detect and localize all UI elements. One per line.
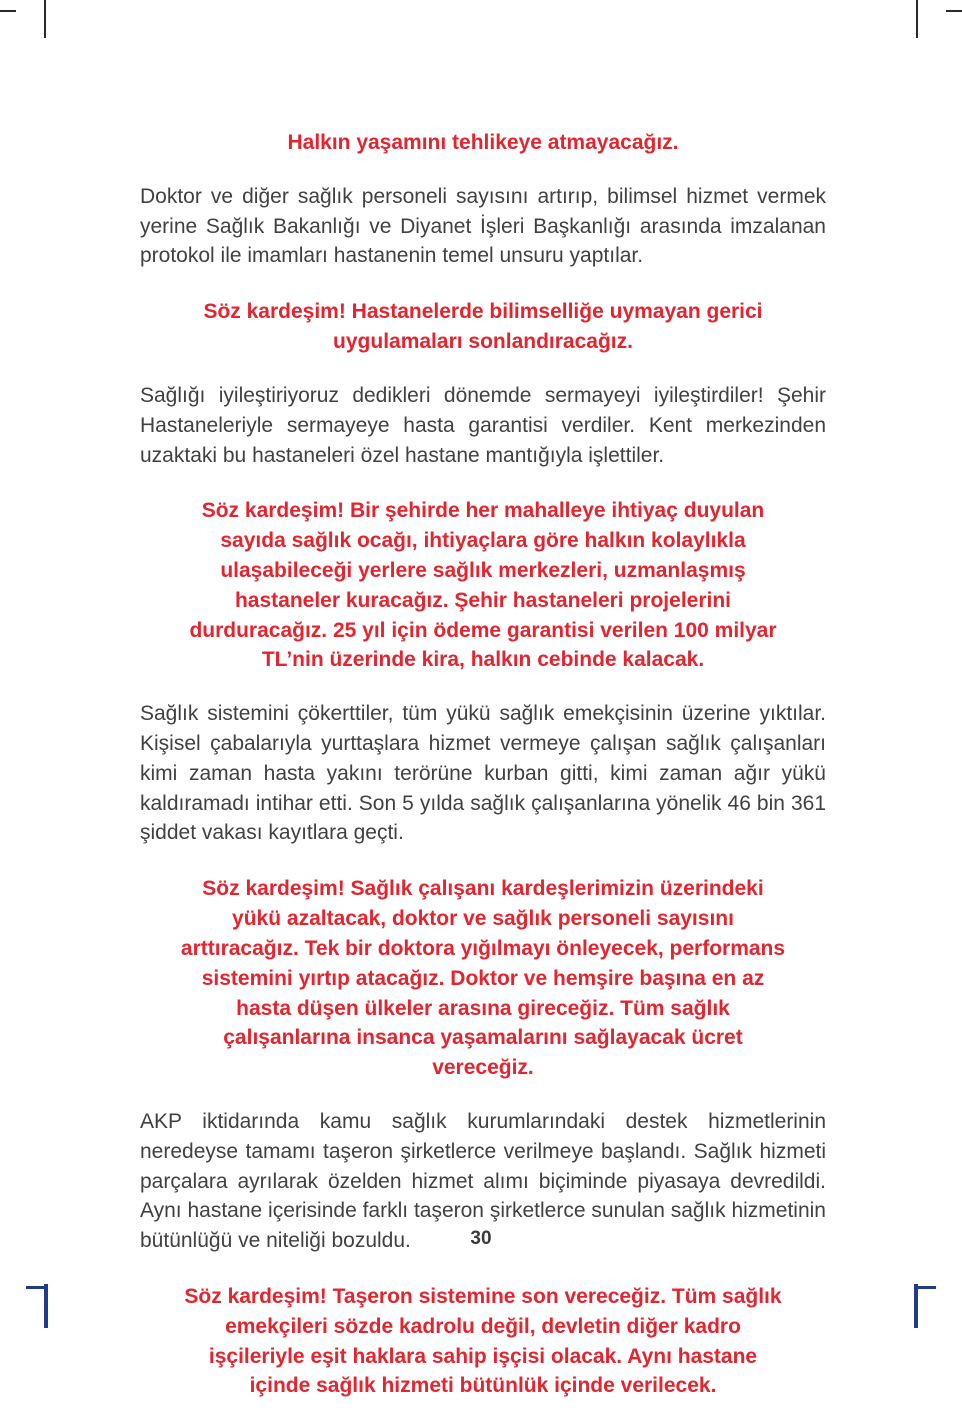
section-heading: Söz kardeşim! Sağlık çalışanı kardeşlerimizin üzerindeki yükü azaltacak, doktor ve sağlık personeli sayısını arttıracağız. Tek bir doktora yığılmayı önleyecek, performans sistemini yırtıp atacağız. Doktor ve hemşire başına en az hasta düşen ülkeler arasına gireceğiz. Tüm sağlık çalışanlarına insanca yaşamalarını sağlayacak ücret vereceğiz. [180, 877, 786, 1080]
crop-mark-top-left-horizontal [0, 10, 16, 12]
section-heading: Söz kardeşim! Bir şehirde her mahalleye ihtiyaç duyulan sayıda sağlık ocağı, ihtiyaçlara göre halkın kolaylıkla ulaşabileceği yerlere sağlık merkezleri, uzmanlaşmış hastaneler kuracağız. Şehir hastaneleri projelerini durduracağız. 25 yıl için ödeme garantisi verilen 100 milyar TL’nin üzerinde kira, halkın cebinde kalacak. [189, 499, 777, 672]
crop-mark-top-right-vertical [916, 0, 918, 38]
section-heading: Söz kardeşim! Taşeron sistemine son vereceğiz. Tüm sağlık emekçileri sözde kadrolu değil, devletin diğer kadro işçileriyle eşit haklara sahip işçisi olacak. Aynı hastane içinde sağlık hizmeti bütünlük içinde verilecek. [184, 1285, 782, 1398]
section-heading: Halkın yaşamını tehlikeye atmayacağız. [287, 131, 679, 154]
paragraph: Sağlık sistemini çökerttiler, tüm yükü sağlık emekçisinin üzerine yıktılar. Kişisel çabalarıyla yurttaşlara hizmet vermeye çalışan sağlık çalışanları kimi zaman hasta yakını terörüne kurban gitti, kimi zaman ağır yükü kaldıramadı intihar etti. Son 5 yılda sağlık çalışanlarına yönelik 46 bin 361 şiddet vakası kayıtlara geçti. [140, 702, 826, 845]
crop-mark-bottom-right-horizontal [916, 1286, 936, 1289]
crop-mark-top-right-horizontal [946, 10, 962, 12]
crop-mark-bottom-right-vertical [914, 1284, 918, 1328]
section-heading: Söz kardeşim! Hastanelerde bilimselliğe uymayan gerici uygulamaları sonlandıracağız. [203, 300, 763, 354]
crop-mark-top-left-vertical [44, 0, 46, 38]
paragraph: Sağlığı iyileştiriyoruz dedikleri dönemde sermayeyi iyileştirdiler! Şehir Hastaneleriyle sermayeye hasta garantisi verdiler. Kent merkezinden uzaktaki bu hastaneleri özel hastane mantığıyla işlettiler. [140, 383, 826, 467]
crop-mark-bottom-left-vertical [44, 1284, 48, 1328]
paragraph: Doktor ve diğer sağlık personeli sayısını artırıp, bilimsel hizmet vermek yerine Sağlık Bakanlığı ve Diyanet İşleri Başkanlığı arasında imzalanan protokol ile imamları hastanenin temel unsuru yaptılar. [140, 184, 826, 268]
page-number: 30 [470, 1228, 492, 1249]
paragraph: AKP iktidarında kamu sağlık kurumlarındaki destek hizmetlerinin neredeyse tamamı taşeron şirketlerce verilmeye başlandı. Sağlık hizmeti parçalara ayrılarak özelden hizmet alımı biçiminde piyasaya devredildi. Aynı hastane içerisinde farklı taşeron şirketlerce sunulan sağlık hizmetinin bütünlüğü ve niteliği bozuldu. [140, 1109, 826, 1253]
crop-mark-bottom-left-horizontal [26, 1286, 46, 1289]
